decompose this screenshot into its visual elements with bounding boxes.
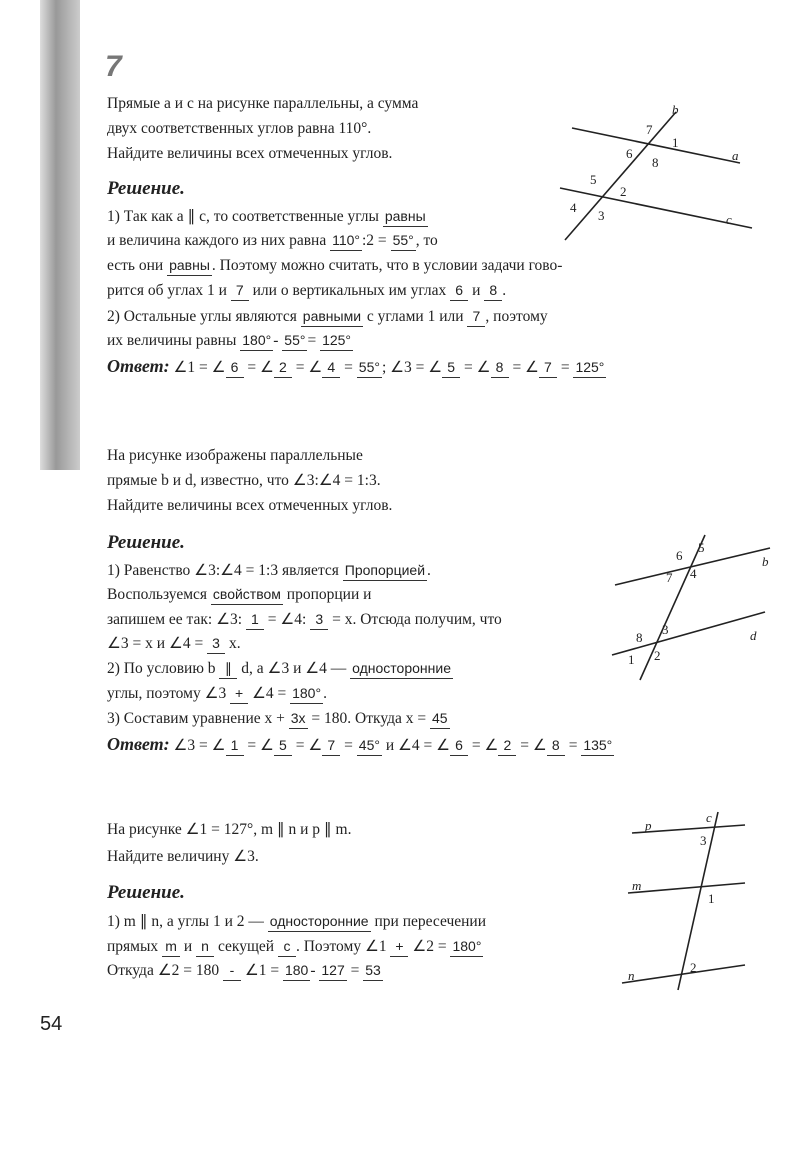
text: двух соответственных углов равна 110°. <box>107 120 372 137</box>
figure-task2 <box>612 535 770 680</box>
text: :2 = <box>362 232 391 249</box>
filled-answer-blank: 5 <box>274 735 292 756</box>
filled-answer-blank: равны <box>167 255 212 276</box>
text: = ∠ <box>291 359 323 376</box>
filled-answer-blank: односторонние <box>268 911 371 932</box>
text: ∠2 = <box>408 938 451 955</box>
text: = ∠ <box>468 737 499 754</box>
text: - <box>310 962 320 979</box>
task1-line <box>107 144 392 164</box>
task1-line <box>107 330 353 351</box>
filled-answer-blank: 8 <box>547 735 565 756</box>
filled-answer-blank: 45° <box>357 735 382 756</box>
filled-answer-blank: 7 <box>539 357 557 378</box>
figure-label: 2 <box>690 960 697 975</box>
text: Прямые a и c на рисунке параллельны, а сумма <box>107 95 419 112</box>
text: . <box>502 282 507 299</box>
figure-label: 6 <box>626 146 633 161</box>
text: прямых <box>107 938 163 955</box>
text: Воспользуемся <box>107 586 211 603</box>
filled-answer-blank: 1 <box>226 735 244 756</box>
figure-label: 3 <box>598 208 605 223</box>
text: и <box>180 938 197 955</box>
text: = <box>340 737 357 754</box>
filled-answer-blank: 6 <box>450 280 468 301</box>
filled-answer-blank: 180° <box>240 330 273 351</box>
text: ∠1 = ∠ <box>169 359 226 376</box>
task2-line <box>107 560 431 581</box>
text: = ∠ <box>291 737 323 754</box>
text: при пересечении <box>370 913 487 930</box>
task-number: 7 <box>105 50 122 83</box>
figure-label: 2 <box>620 184 627 199</box>
filled-answer-blank: c <box>278 936 296 957</box>
task3-line <box>107 820 351 840</box>
filled-answer-blank: - <box>223 960 241 981</box>
task3-line <box>107 960 383 981</box>
text: Найдите величину ∠3. <box>107 848 259 865</box>
task1-line <box>107 206 428 227</box>
task3-line <box>107 847 259 867</box>
text: ; ∠3 = ∠ <box>381 359 443 376</box>
text: пропорции и <box>282 586 372 603</box>
filled-answer-blank: 2 <box>274 357 292 378</box>
figure-label: n <box>628 968 635 983</box>
text: = ∠ <box>243 737 274 754</box>
figure-label: 1 <box>708 891 715 906</box>
text: и величина каждого из них равна <box>107 232 331 249</box>
figure-label: 7 <box>646 122 653 137</box>
text: ∠3 = x и ∠4 = <box>107 635 208 652</box>
figure-label: d <box>750 628 757 643</box>
figure-label: 8 <box>652 155 659 170</box>
filled-answer-blank: равными <box>301 306 363 327</box>
text: = ∠ <box>516 737 547 754</box>
filled-answer-blank: 3 <box>310 609 328 630</box>
task2-line <box>107 446 363 466</box>
filled-answer-blank: + <box>230 683 248 704</box>
text: . Поэтому ∠1 <box>295 938 391 955</box>
figure-label: 5 <box>698 540 705 555</box>
text: = <box>340 359 357 376</box>
text: их величины равны <box>107 332 241 349</box>
figure-label: 4 <box>570 200 577 215</box>
filled-answer-blank: 8 <box>491 357 509 378</box>
filled-answer-blank: 4 <box>322 357 340 378</box>
task2-line <box>107 609 502 630</box>
task1-line <box>107 178 185 200</box>
text: ∠4 = <box>248 685 291 702</box>
figure-label: a <box>732 148 739 163</box>
filled-answer-blank: 53 <box>363 960 383 981</box>
text: ∠1 = <box>240 962 283 979</box>
text: = <box>346 962 364 979</box>
task2-line <box>107 496 392 516</box>
filled-answer-blank: 125° <box>573 357 606 378</box>
task1-line <box>107 94 418 114</box>
task2-line <box>107 658 453 679</box>
text: = ∠ <box>243 359 274 376</box>
text: и ∠4 = ∠ <box>381 737 451 754</box>
figure-task1 <box>560 112 752 240</box>
text: - <box>273 332 283 349</box>
figure-label: c <box>706 810 712 825</box>
figure-label: b <box>672 102 679 117</box>
text: , поэтому <box>485 308 548 325</box>
figure-label: 4 <box>690 566 697 581</box>
filled-answer-blank: + <box>390 936 408 957</box>
filled-answer-blank: 45 <box>430 708 450 729</box>
task1-line <box>107 230 438 251</box>
filled-answer-blank: 180 <box>283 960 310 981</box>
text: = 180. Откуда x = <box>307 710 430 727</box>
task1-line <box>107 306 548 327</box>
figure-label: 1 <box>672 135 679 150</box>
task2-line <box>107 584 371 605</box>
filled-answer-blank: n <box>196 936 214 957</box>
solution-heading: Решение. <box>107 532 185 553</box>
text: Найдите величины всех отмеченных углов. <box>107 145 393 162</box>
text: 1) m ∥ n, а углы 1 и 2 — <box>107 913 268 930</box>
figure-label: 2 <box>654 648 661 663</box>
filled-answer-blank: 8 <box>484 280 502 301</box>
filled-answer-blank: 110° <box>330 230 362 251</box>
text: 2) По условию b <box>107 660 220 677</box>
filled-answer-blank: 55° <box>357 357 382 378</box>
task2-line <box>107 708 450 729</box>
text: = ∠4: <box>263 611 311 628</box>
text: углы, поэтому ∠3 <box>107 685 231 702</box>
task2-line <box>107 683 327 704</box>
solution-heading: Решение. <box>107 178 185 199</box>
filled-answer-blank: 125° <box>320 330 353 351</box>
filled-answer-blank: 2 <box>498 735 516 756</box>
text: = ∠ <box>460 359 491 376</box>
filled-answer-blank: 180° <box>450 936 483 957</box>
task3-line <box>107 911 486 932</box>
filled-answer-blank: ∥ <box>219 658 237 679</box>
filled-answer-blank: свойством <box>211 584 283 605</box>
figure-label: 3 <box>700 833 707 848</box>
filled-answer-blank: 1 <box>246 609 264 630</box>
filled-answer-blank: 7 <box>322 735 340 756</box>
text: . <box>427 562 431 579</box>
text: = <box>556 359 574 376</box>
figure-label: 5 <box>590 172 597 187</box>
text: x. <box>225 635 241 652</box>
text: запишем ее так: ∠3: <box>107 611 246 628</box>
task1-line <box>107 119 371 139</box>
figure-label: 6 <box>676 548 683 563</box>
figure-task3 <box>622 812 745 990</box>
text: 1) Так как a ∥ c, то соответственные углы <box>107 208 383 225</box>
filled-answer-blank: 55° <box>282 330 307 351</box>
text: . Поэтому можно считать, что в условии задачи гово- <box>211 257 563 274</box>
filled-answer-blank: 180° <box>290 683 323 704</box>
answer-label: Ответ: <box>107 356 170 376</box>
filled-answer-blank: Пропорцией <box>343 560 427 581</box>
solution-heading: Решение. <box>107 882 185 903</box>
text: Найдите величины всех отмеченных углов. <box>107 497 393 514</box>
text: . <box>323 685 327 702</box>
figure-label: 8 <box>636 630 643 645</box>
text: = ∠ <box>508 359 539 376</box>
text: секущей <box>214 938 278 955</box>
filled-answer-blank: 5 <box>442 357 460 378</box>
filled-answer-blank: 6 <box>450 735 468 756</box>
filled-answer-blank: 3x <box>289 708 308 729</box>
text: d, а ∠3 и ∠4 — <box>237 660 351 677</box>
filled-answer-blank: 7 <box>467 306 485 327</box>
figure-label: m <box>632 878 642 893</box>
task2-line <box>107 532 185 554</box>
task2-line <box>107 633 241 654</box>
task3-line <box>107 936 483 957</box>
text: 2) Остальные углы являются <box>107 308 301 325</box>
figure-label: 3 <box>662 622 669 637</box>
filled-answer-blank: 3 <box>207 633 225 654</box>
figure-label: p <box>645 818 652 833</box>
task3-line <box>107 882 185 904</box>
text: 1) Равенство ∠3:∠4 = 1:3 является <box>107 562 343 579</box>
text: Откуда ∠2 = 180 <box>107 962 223 979</box>
text: = x. Отсюда получим, что <box>328 611 502 628</box>
text: прямые b и d, известно, что ∠3:∠4 = 1:3. <box>107 472 381 489</box>
filled-answer-blank: односторонние <box>350 658 453 679</box>
text: , то <box>415 232 438 249</box>
task2-line <box>107 471 381 491</box>
figure-label: 1 <box>628 652 635 667</box>
text: ∠3 = ∠ <box>169 737 226 754</box>
filled-answer-blank: 55° <box>391 230 416 251</box>
text: = <box>307 332 321 349</box>
task1-line <box>107 280 506 301</box>
filled-answer-blank: 6 <box>226 357 244 378</box>
figure-label: 7 <box>666 570 673 585</box>
task1-line <box>107 255 562 276</box>
filled-answer-blank: 135° <box>581 735 614 756</box>
figure-label: c <box>726 212 732 227</box>
text: и <box>468 282 485 299</box>
text: или о вертикальных им углах <box>248 282 451 299</box>
text: = <box>564 737 582 754</box>
filled-answer-blank: равны <box>383 206 428 227</box>
text: есть они <box>107 257 168 274</box>
text: с углами 1 или <box>363 308 468 325</box>
filled-answer-blank: 127 <box>319 960 346 981</box>
page-number: 54 <box>40 1013 63 1035</box>
text: 3) Составим уравнение x + <box>107 710 289 727</box>
filled-answer-blank: m <box>162 936 180 957</box>
figure-label: b <box>762 554 769 569</box>
answer-label: Ответ: <box>107 734 170 754</box>
text: рится об углах 1 и <box>107 282 231 299</box>
filled-answer-blank: 7 <box>231 280 249 301</box>
text: На рисунке ∠1 = 127°, m ∥ n и p ∥ m. <box>107 821 352 838</box>
task1-line <box>107 356 606 378</box>
task2-line <box>107 734 614 756</box>
text: На рисунке изображены параллельные <box>107 447 363 464</box>
